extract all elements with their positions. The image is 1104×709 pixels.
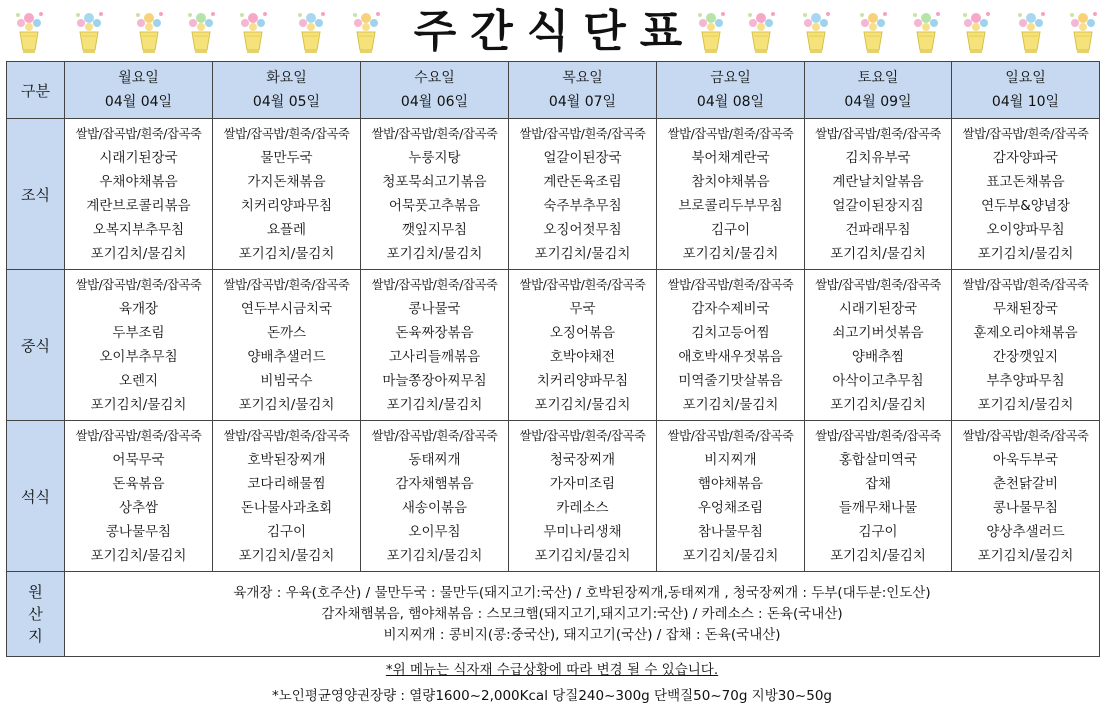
flower-pot-icon (795, 6, 837, 58)
menu-item: 계란돈육조림 (543, 174, 622, 190)
menu-item: 쌀밥/잡곡밥/흰죽/잡곡죽 (371, 277, 498, 292)
flower-pot-icon (68, 6, 110, 58)
menu-item: 포기김치/물김치 (977, 246, 1074, 262)
menu-item: 연두부시금치국 (240, 301, 333, 317)
menu-item: 훈제오리야채볶음 (973, 325, 1078, 341)
menu-item: 햄야채볶음 (697, 476, 764, 492)
menu-item: 쌀밥/잡곡밥/흰죽/잡곡죽 (815, 126, 941, 141)
menu-item: 카레소스 (556, 500, 609, 516)
flower-pot-icon (290, 6, 332, 58)
meal-cell (65, 270, 213, 421)
menu-item: 포기김치/물김치 (977, 548, 1074, 564)
menu-item: 쌀밥/잡곡밥/흰죽/잡곡죽 (75, 428, 202, 443)
menu-item: 포기김치/물김치 (830, 397, 926, 413)
menu-item: 어묵풋고추볶음 (388, 198, 481, 214)
origin-label: 원 산 지 (7, 572, 65, 657)
meal-row (7, 119, 1100, 270)
day-date: 04월 04일 (104, 94, 173, 110)
menu-item: 숙주부추무침 (543, 198, 622, 214)
origin-info (65, 572, 1100, 657)
menu-item: 돈나물사과초회 (240, 500, 333, 516)
menu-item: 쌀밥/잡곡밥/흰죽/잡곡죽 (223, 277, 350, 292)
menu-item: 감자양파국 (992, 150, 1059, 166)
menu-item: 치커리양파무침 (536, 373, 629, 389)
menu-item: 애호박새우젓볶음 (678, 349, 783, 365)
menu-item: 포기김치/물김치 (386, 246, 483, 262)
meal-label: 조식 (7, 119, 65, 270)
menu-item: 포기김치/물김치 (238, 397, 335, 413)
menu-item: 청포묵쇠고기볶음 (382, 174, 487, 190)
flower-pot-icon (1062, 6, 1104, 58)
menu-item: 부추양파무침 (986, 373, 1065, 389)
menu-item: 아욱두부국 (992, 452, 1059, 468)
menu-item: 육개장 (118, 301, 159, 317)
meal-cell (952, 270, 1100, 421)
menu-item: 들깨무채나물 (838, 500, 918, 516)
menu-item: 포기김치/물김치 (830, 548, 926, 564)
origin-line: 육개장 : 우육(호주산) / 물만두국 : 물만두(돼지고기:국산) / 호박된장찌개,동태찌개 , 청국장찌개 : 두부(대두분:인도산) (233, 584, 931, 601)
flower-pot-icon (1010, 6, 1052, 58)
meal-cell (213, 270, 361, 421)
meal-label: 중식 (7, 270, 65, 421)
meal-cell (65, 421, 213, 572)
flower-pot-icon (232, 6, 274, 58)
menu-item: 콩나물국 (408, 301, 461, 317)
meal-cell (213, 421, 361, 572)
meal-cell (361, 119, 509, 270)
menu-item: 쌀밥/잡곡밥/흰죽/잡곡죽 (667, 277, 794, 292)
menu-item: 포기김치/물김치 (682, 397, 779, 413)
menu-item: 쌀밥/잡곡밥/흰죽/잡곡죽 (519, 277, 646, 292)
menu-item: 호박야채전 (549, 349, 616, 365)
menu-item: 우채야채볶음 (99, 174, 178, 190)
flower-pot-icon (180, 6, 222, 58)
meal-cell (361, 270, 509, 421)
day-date: 04월 09일 (844, 94, 912, 110)
day-date: 04월 05일 (252, 94, 321, 110)
menu-item: 쌀밥/잡곡밥/흰죽/잡곡죽 (371, 126, 498, 141)
menu-item: 쌀밥/잡곡밥/흰죽/잡곡죽 (962, 428, 1089, 443)
meal-cell (805, 421, 952, 572)
menu-item: 표고돈채볶음 (986, 174, 1065, 190)
meal-cell (952, 421, 1100, 572)
day-header (213, 62, 361, 119)
day-header (361, 62, 509, 119)
menu-item: 포기김치/물김치 (238, 548, 335, 564)
menu-item: 쌀밥/잡곡밥/흰죽/잡곡죽 (962, 277, 1089, 292)
menu-item: 쌀밥/잡곡밥/흰죽/잡곡죽 (815, 277, 941, 292)
menu-item: 포기김치/물김치 (534, 397, 631, 413)
menu-item: 포기김치/물김치 (238, 246, 335, 262)
meal-cell (805, 119, 952, 270)
menu-item: 쌀밥/잡곡밥/흰죽/잡곡죽 (371, 428, 498, 443)
menu-item: 우엉채조림 (697, 500, 764, 516)
menu-item: 포기김치/물김치 (90, 397, 187, 413)
menu-item: 연두부&양념장 (981, 198, 1070, 214)
day-date: 04월 10일 (991, 94, 1060, 110)
day-name: 월요일 (118, 70, 159, 86)
menu-item: 포기김치/물김치 (682, 548, 779, 564)
menu-item: 고사리들깨볶음 (388, 349, 481, 365)
flower-pot-icon (128, 6, 170, 58)
menu-item: 북어채계란국 (691, 150, 770, 166)
menu-item: 콩나물무침 (105, 524, 172, 540)
menu-item: 간장깻잎지 (992, 349, 1059, 365)
menu-item: 쇠고기버섯볶음 (832, 325, 924, 341)
menu-item: 양배추샐러드 (247, 349, 326, 365)
menu-item: 양배추찜 (851, 349, 905, 365)
meal-cell (65, 119, 213, 270)
menu-item: 오징어볶음 (549, 325, 616, 341)
day-header (509, 62, 657, 119)
menu-item: 쌀밥/잡곡밥/흰죽/잡곡죽 (223, 126, 350, 141)
meal-cell (213, 119, 361, 270)
menu-item: 마늘쫑장아찌무침 (382, 373, 487, 389)
menu-item: 쌀밥/잡곡밥/흰죽/잡곡죽 (519, 428, 646, 443)
menu-item: 누룽지탕 (408, 150, 461, 166)
menu-item: 돈육짜장볶음 (395, 325, 474, 341)
weekly-menu-table (6, 61, 1100, 657)
day-name: 목요일 (562, 70, 603, 86)
meal-row (7, 421, 1100, 572)
menu-item: 청국장찌개 (549, 452, 616, 468)
menu-item: 브로콜리두부무침 (678, 198, 783, 214)
menu-item: 시래기된장국 (99, 150, 178, 166)
day-header (65, 62, 213, 119)
menu-item: 포기김치/물김치 (386, 397, 483, 413)
menu-item: 비빔국수 (260, 373, 313, 389)
flower-pot-icon (8, 6, 50, 58)
menu-item: 상추쌈 (118, 500, 159, 516)
menu-item: 물만두국 (260, 150, 313, 166)
menu-item: 오복지부추무침 (92, 222, 185, 238)
menu-item: 오이무침 (408, 524, 461, 540)
menu-item: 동태찌개 (408, 452, 461, 468)
menu-item: 계란날치알볶음 (832, 174, 924, 190)
meal-cell (509, 421, 657, 572)
menu-item: 잡채 (864, 476, 892, 492)
menu-item: 춘천닭갈비 (992, 476, 1059, 492)
meal-label: 석식 (7, 421, 65, 572)
flower-pot-icon (740, 6, 782, 58)
menu-item: 오징어젓무침 (543, 222, 622, 238)
menu-item: 건파래무침 (845, 222, 911, 238)
meal-row (7, 270, 1100, 421)
menu-item: 감자채햄볶음 (395, 476, 474, 492)
meal-cell (657, 421, 805, 572)
header-label: 구분 (7, 62, 65, 119)
menu-item: 오이양파무침 (986, 222, 1065, 238)
meal-cell (952, 119, 1100, 270)
menu-change-notice: *위 메뉴는 식자재 수급상황에 따라 변경 될 수 있습니다. (385, 662, 719, 678)
menu-item: 참치야채볶음 (691, 174, 770, 190)
page-title: 주간식단표 (413, 6, 697, 57)
menu-item: 쌀밥/잡곡밥/흰죽/잡곡죽 (815, 428, 941, 443)
menu-item: 홍합살미역국 (838, 452, 918, 468)
day-name: 일요일 (1005, 70, 1046, 86)
menu-item: 오렌지 (118, 373, 159, 389)
menu-item: 시래기된장국 (838, 301, 918, 317)
day-name: 토요일 (857, 70, 899, 86)
menu-item: 콩나물무침 (992, 500, 1059, 516)
menu-item: 미역줄기맛살볶음 (678, 373, 783, 389)
flower-pot-icon (955, 6, 997, 58)
day-name: 화요일 (266, 70, 307, 86)
flower-pot-icon (345, 6, 387, 58)
flower-pot-icon (905, 6, 947, 58)
menu-item: 얼갈이된장국 (543, 150, 622, 166)
menu-item: 가자미조림 (549, 476, 616, 492)
menu-item: 쌀밥/잡곡밥/흰죽/잡곡죽 (75, 277, 202, 292)
menu-item: 요플레 (266, 222, 307, 238)
day-name: 금요일 (710, 70, 751, 86)
menu-item: 호박된장찌개 (247, 452, 326, 468)
menu-item: 포기김치/물김치 (977, 397, 1074, 413)
origin-line: 비지찌개 : 콩비지(콩:중국산), 돼지고기(국산) / 잡채 : 돈육(국내산) (383, 626, 781, 643)
day-date: 04월 08일 (696, 94, 765, 110)
menu-item: 포기김치/물김치 (534, 246, 631, 262)
flower-pot-icon (852, 6, 894, 58)
meal-cell (657, 270, 805, 421)
menu-item: 포기김치/물김치 (90, 246, 187, 262)
header-row (7, 62, 1100, 119)
menu-item: 포기김치/물김치 (90, 548, 187, 564)
menu-item: 얼갈이된장지짐 (832, 198, 924, 214)
menu-item: 쌀밥/잡곡밥/흰죽/잡곡죽 (75, 126, 202, 141)
menu-item: 쌀밥/잡곡밥/흰죽/잡곡죽 (667, 428, 794, 443)
menu-item: 오이부추무침 (99, 349, 178, 365)
menu-item: 참나물무침 (697, 524, 764, 540)
menu-item: 돈육볶음 (112, 476, 165, 492)
menu-item: 쌀밥/잡곡밥/흰죽/잡곡죽 (667, 126, 794, 141)
menu-item: 가지돈채볶음 (247, 174, 326, 190)
menu-item: 계란브로콜리볶음 (86, 198, 191, 214)
meal-cell (805, 270, 952, 421)
menu-item: 김치유부국 (845, 150, 911, 166)
origin-row (7, 572, 1100, 657)
day-header (805, 62, 952, 119)
menu-item: 감자수제비국 (691, 301, 770, 317)
menu-item: 비지찌개 (704, 452, 757, 468)
day-name: 수요일 (414, 70, 455, 86)
menu-item: 두부조림 (112, 325, 165, 341)
nutrition-guideline: *노인평균영양권장량 : 열량1600~2,000Kcal 당질240~300g 단백질50~70g 지방30~50g (272, 688, 832, 704)
menu-item: 포기김치/물김치 (534, 548, 631, 564)
menu-item: 김구이 (710, 222, 751, 238)
menu-item: 쌀밥/잡곡밥/흰죽/잡곡죽 (223, 428, 350, 443)
menu-item: 무채된장국 (992, 301, 1059, 317)
footer-notes (0, 658, 1104, 708)
menu-item: 치커리양파무침 (240, 198, 333, 214)
menu-item: 무미나리생채 (543, 524, 622, 540)
page-header (0, 0, 1104, 60)
menu-item: 깻잎지무침 (401, 222, 468, 238)
menu-item: 쌀밥/잡곡밥/흰죽/잡곡죽 (962, 126, 1089, 141)
menu-item: 쌀밥/잡곡밥/흰죽/잡곡죽 (519, 126, 646, 141)
meal-cell (657, 119, 805, 270)
menu-item: 아삭이고추무침 (832, 373, 924, 389)
menu-item: 김치고등어찜 (691, 325, 770, 341)
day-header (657, 62, 805, 119)
menu-item: 어묵무국 (112, 452, 165, 468)
meal-cell (509, 119, 657, 270)
day-date: 04월 07일 (548, 94, 617, 110)
meal-cell (361, 421, 509, 572)
menu-item: 돈까스 (266, 325, 307, 341)
menu-item: 포기김치/물김치 (682, 246, 779, 262)
menu-item: 코다리해물찜 (247, 476, 326, 492)
menu-item: 무국 (569, 301, 596, 317)
meal-cell (509, 270, 657, 421)
menu-item: 포기김치/물김치 (830, 246, 926, 262)
menu-item: 김구이 (266, 524, 307, 540)
menu-item: 새송이볶음 (401, 500, 468, 516)
day-header (952, 62, 1100, 119)
menu-item: 양상추샐러드 (986, 524, 1065, 540)
menu-item: 포기김치/물김치 (386, 548, 483, 564)
day-date: 04월 06일 (400, 94, 469, 110)
origin-line: 감자채햄볶음, 햄야채볶음 : 스모크햄(돼지고기,돼지고기:국산) / 카레소스 : 돈육(국내산) (321, 605, 843, 622)
menu-item: 김구이 (858, 524, 898, 540)
